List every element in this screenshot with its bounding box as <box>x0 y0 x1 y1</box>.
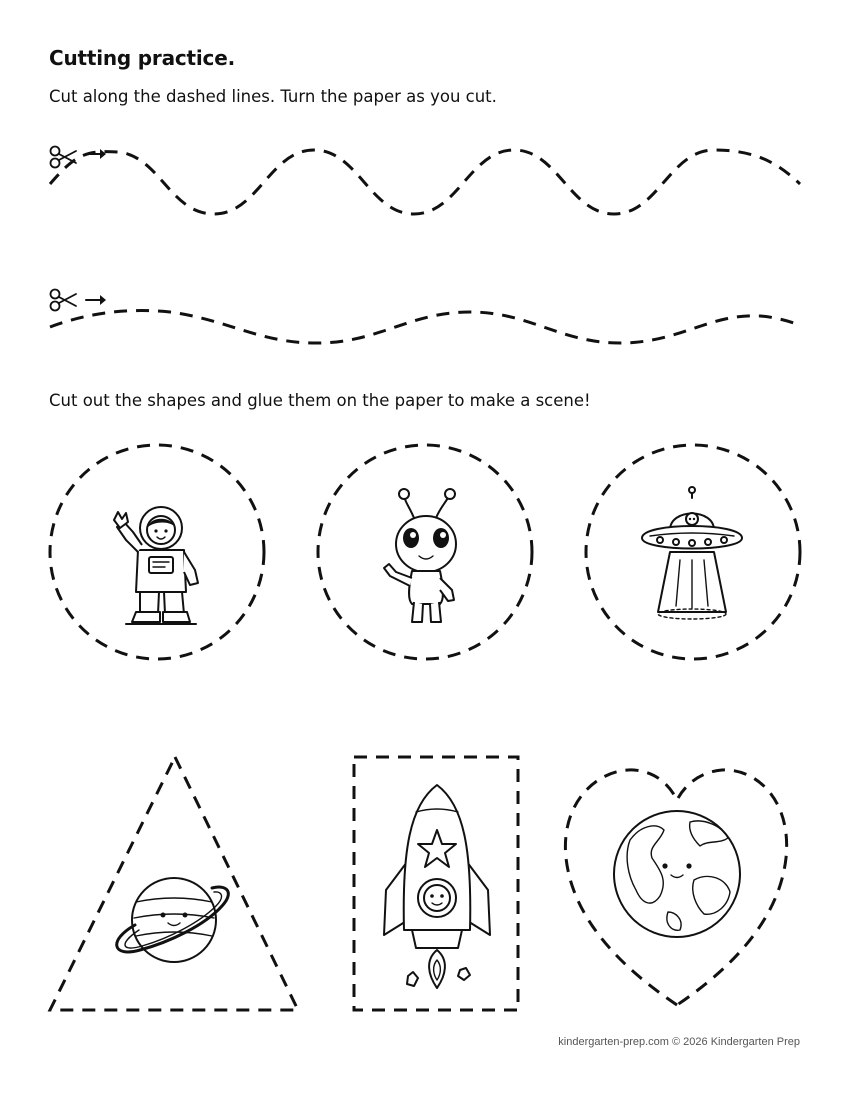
cut-lines-instruction: Cut along the dashed lines. Turn the paper as you cut. <box>49 87 497 106</box>
shape-rectangle-rocket <box>354 757 518 1010</box>
scissors-icon <box>51 147 77 168</box>
shape-heart-earth <box>565 770 786 1005</box>
rocket-icon <box>384 785 490 988</box>
earth-icon <box>614 811 740 937</box>
cut-shapes-instruction: Cut out the shapes and glue them on the paper to make a scene! <box>49 391 591 410</box>
wavy-cut-line-gentle <box>50 311 800 343</box>
wavy-cut-line-large <box>50 150 800 214</box>
cut-line-1 <box>50 147 800 215</box>
shape-circle-ufo <box>586 445 800 659</box>
shape-circle-alien <box>318 445 532 659</box>
shape-circle-astronaut <box>50 445 264 659</box>
astronaut-icon <box>114 507 198 624</box>
ufo-icon <box>642 487 742 619</box>
scissors-icon <box>51 290 77 311</box>
alien-icon <box>384 489 456 622</box>
worksheet-title: Cutting practice. <box>49 46 235 70</box>
arrow-right-icon <box>86 295 106 305</box>
shape-triangle-saturn <box>50 757 298 1010</box>
footer-credit: kindergarten-prep.com © 2026 Kindergarten Prep <box>558 1036 800 1048</box>
cut-line-2 <box>50 290 800 344</box>
saturn-planet-icon <box>117 878 229 962</box>
